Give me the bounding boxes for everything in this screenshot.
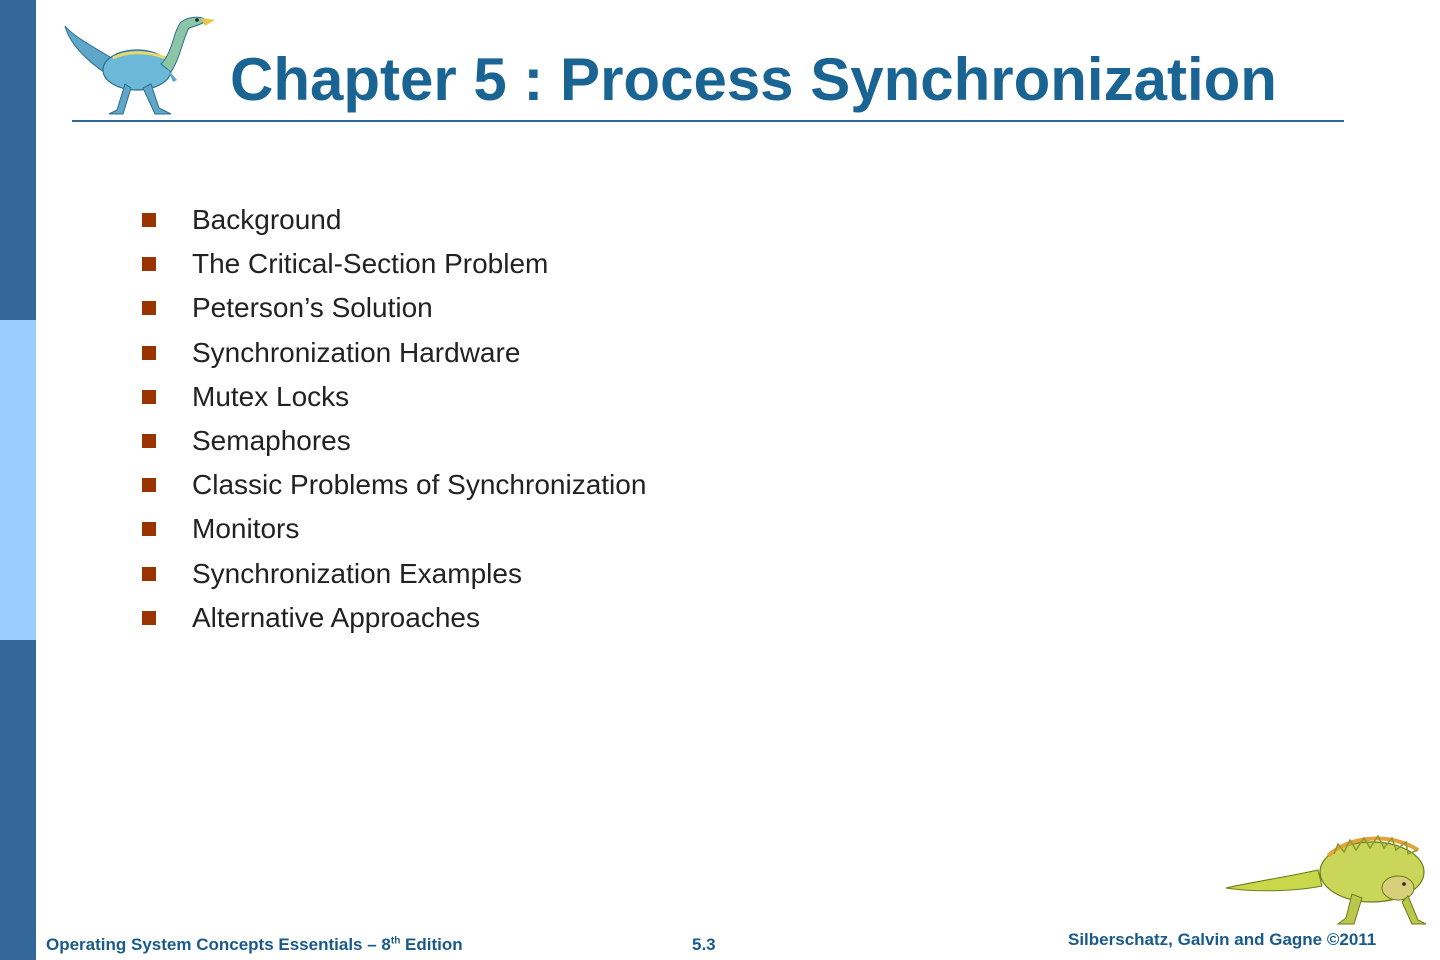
square-bullet-icon (142, 567, 156, 581)
list-item (142, 463, 646, 507)
dinosaur-logo-icon (1222, 820, 1427, 932)
square-bullet-icon (142, 478, 156, 492)
dinosaur-logo-icon (55, 8, 220, 120)
sidebar-top-band (0, 0, 36, 320)
footer-book-title-text: Operating System Concepts Essentials – 8 (46, 935, 391, 954)
list-item (142, 198, 646, 242)
sidebar-middle-band (0, 320, 36, 640)
square-bullet-icon (142, 611, 156, 625)
square-bullet-icon (142, 346, 156, 360)
list-item (142, 552, 646, 596)
list-item-label: Semaphores (192, 425, 351, 457)
square-bullet-icon (142, 434, 156, 448)
footer-edition-word: Edition (400, 935, 463, 954)
sidebar-bottom-band (0, 640, 36, 960)
list-item-label: Peterson’s Solution (192, 292, 433, 324)
list-item (142, 242, 646, 286)
square-bullet-icon (142, 522, 156, 536)
square-bullet-icon (142, 213, 156, 227)
list-item-label: The Critical-Section Problem (192, 248, 549, 280)
list-item-label: Mutex Locks (192, 380, 350, 412)
topic-list (142, 198, 646, 640)
footer-book-title (46, 935, 463, 955)
list-item-label: Synchronization Hardware (192, 336, 521, 368)
list-item (142, 331, 646, 375)
list-item-label: Synchronization Examples (192, 557, 522, 589)
footer-edition-suffix: th (390, 935, 401, 947)
list-item-label: Alternative Approaches (192, 601, 480, 633)
list-item-label: Background (192, 204, 342, 236)
page-number: 5.3 (692, 935, 716, 954)
list-item (142, 596, 646, 640)
list-item (142, 286, 646, 330)
title-divider (72, 120, 1344, 122)
footer-copyright: Silberschatz, Galvin and Gagne ©2011 (1068, 930, 1377, 949)
list-item-label: Monitors (192, 513, 300, 545)
list-item (142, 375, 646, 419)
list-item (142, 507, 646, 551)
list-item-label: Classic Problems of Synchronization (192, 469, 647, 501)
square-bullet-icon (142, 301, 156, 315)
list-item (142, 419, 646, 463)
slide-title: Chapter 5 : Process Synchronization (230, 46, 1277, 113)
square-bullet-icon (142, 390, 156, 404)
square-bullet-icon (142, 257, 156, 271)
